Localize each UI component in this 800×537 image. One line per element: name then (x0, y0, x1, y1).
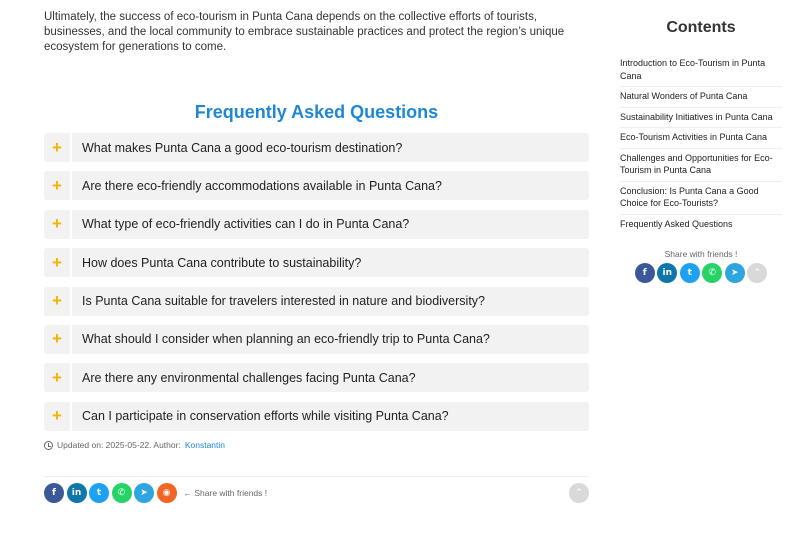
faq-item[interactable] (44, 210, 589, 239)
telegram-icon[interactable]: ➤ (725, 263, 745, 283)
updated-label: Updated on: 2025-05-22. Author: (57, 440, 181, 451)
facebook-icon[interactable]: f (44, 483, 64, 503)
table-of-contents (620, 54, 782, 234)
plus-icon[interactable]: + (44, 171, 72, 200)
faq-title: Frequently Asked Questions (194, 102, 439, 122)
main-content (44, 0, 589, 498)
share-with-friends-label: ← Share with friends ! (183, 487, 268, 498)
plus-icon[interactable]: + (44, 248, 72, 277)
linkedin-icon[interactable]: in (67, 483, 87, 503)
plus-icon[interactable]: + (44, 402, 72, 431)
faq-item[interactable] (44, 363, 589, 392)
toc-item[interactable]: Eco-Tourism Activities in Punta Cana (620, 128, 782, 149)
plus-icon[interactable]: + (44, 325, 72, 354)
whatsapp-icon[interactable]: ✆ (112, 483, 132, 503)
rss-icon[interactable]: ◉ (157, 483, 177, 503)
bottom-share-bar (44, 476, 589, 508)
faq-question[interactable]: Are there any environmental challenges facing Punta Cana? (82, 370, 416, 385)
sidebar-share-label: Share with friends ! (664, 249, 738, 259)
contents-title: Contents (666, 19, 736, 36)
clock-icon (44, 441, 53, 450)
faq-item[interactable] (44, 287, 589, 316)
faq-question[interactable]: Can I participate in conservation efforts while visiting Punta Cana? (82, 409, 449, 424)
faq-question[interactable]: How does Punta Cana contribute to sustainability? (82, 255, 362, 270)
faq-item[interactable] (44, 248, 589, 277)
faq-question[interactable]: What makes Punta Cana a good eco-tourism destination? (82, 140, 403, 155)
faq-item[interactable] (44, 402, 589, 431)
plus-icon[interactable]: + (44, 287, 72, 316)
faq-item[interactable] (44, 325, 589, 354)
toc-item[interactable]: Frequently Asked Questions (620, 218, 733, 229)
facebook-icon[interactable]: f (635, 263, 655, 283)
telegram-icon[interactable]: ➤ (134, 483, 154, 503)
updated-meta (44, 440, 589, 450)
scroll-up-icon[interactable]: ⌃ (569, 483, 589, 503)
author-link[interactable]: Konstantin (184, 440, 225, 451)
toc-item[interactable]: Introduction to Eco-Tourism in Punta Cana (620, 54, 782, 87)
toc-item[interactable]: Natural Wonders of Punta Cana (620, 87, 782, 108)
toc-item[interactable]: Challenges and Opportunities for Eco-Tourism in Punta Cana (620, 149, 782, 182)
faq-question[interactable]: Are there eco-friendly accommodations available in Punta Cana? (82, 178, 442, 193)
faq-question[interactable]: What type of eco-friendly activities can I do in Punta Cana? (82, 217, 410, 232)
sidebar (620, 0, 782, 283)
scroll-up-icon[interactable]: ⌃ (747, 263, 767, 283)
faq-item[interactable] (44, 171, 589, 200)
twitter-icon[interactable]: t (680, 263, 700, 283)
plus-icon[interactable]: + (44, 363, 72, 392)
toc-item[interactable]: Sustainability Initiatives in Punta Cana (620, 108, 782, 129)
plus-icon[interactable]: + (44, 210, 72, 239)
bottom-share-icons (44, 483, 177, 503)
whatsapp-icon[interactable]: ✆ (702, 263, 722, 283)
intro-paragraph: Ultimately, the success of eco-tourism in Punta Cana depends on the collective efforts of tourists, businesses, and the local community to embrace sustainable practices and protect the region’s unique ecosystem for generations to come. (44, 11, 565, 53)
faq-question[interactable]: Is Punta Cana suitable for travelers interested in nature and biodiversity? (82, 294, 486, 309)
faq-item[interactable] (44, 133, 589, 162)
plus-icon[interactable]: + (44, 133, 72, 162)
linkedin-icon[interactable]: in (657, 263, 677, 283)
toc-item[interactable]: Conclusion: Is Punta Cana a Good Choice for Eco-Tourists? (620, 182, 782, 215)
faq-question[interactable]: What should I consider when planning an eco-friendly trip to Punta Cana? (82, 332, 490, 347)
faq-list (44, 133, 589, 431)
twitter-icon[interactable]: t (89, 483, 109, 503)
sidebar-share-icons (620, 263, 782, 283)
